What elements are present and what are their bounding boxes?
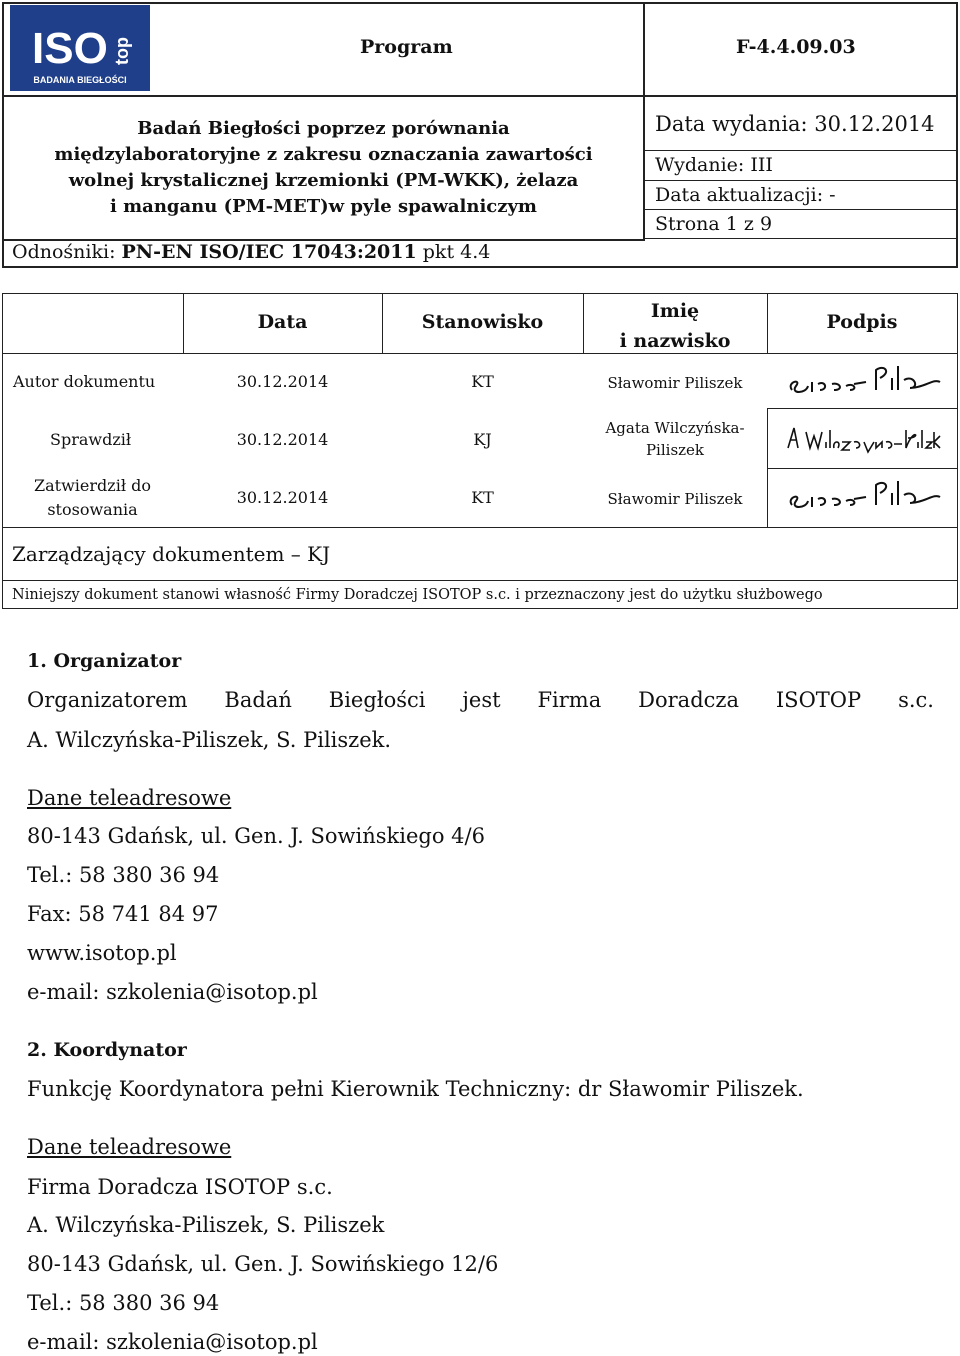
program-title (4, 116, 643, 220)
name-author: Sławomir Piliszek (607, 374, 743, 392)
edition: Wydanie: III (655, 154, 773, 176)
title-line: wolnej krystalicznej krzemionki (PM-WKK), żelaza (68, 170, 579, 191)
role-approved (2, 474, 183, 522)
section-heading: 2. Koordynator (27, 1039, 187, 1061)
issue-date: Data wydania: 30.12.2014 (655, 112, 935, 136)
role-approved-line: stosowania (47, 500, 138, 519)
column-position: Stanowisko (421, 311, 544, 333)
name-approved: Sławomir Piliszek (607, 490, 743, 508)
signature-approved (784, 475, 944, 515)
date-approved: 30.12.2014 (236, 488, 329, 507)
section-heading: 1. Organizator (27, 650, 182, 672)
signature-checked (782, 418, 942, 458)
organizer-owners: A. Wilczyńska-Piliszek, S. Piliszek. (27, 728, 392, 752)
intro-word: Badań (224, 688, 292, 712)
intro-word: jest (462, 688, 501, 712)
program-label: Program (360, 36, 453, 58)
name-checked-line: Agata Wilczyńska- (605, 419, 745, 437)
name-checked-line: Piliszek (645, 441, 705, 459)
signature-author (784, 360, 944, 400)
logo-caption: BADANIA BIEGŁOŚCI (33, 75, 127, 85)
position-author: KT (471, 372, 494, 391)
intro-word: Firma (537, 688, 602, 712)
references-value: PN-EN ISO/IEC 17043:2011 (121, 241, 417, 263)
position-checked: KJ (473, 430, 492, 449)
intro-word: Biegłości (328, 688, 426, 712)
ownership-note: Niniejszy dokument stanowi własność Firmy Doradczej ISOTOP s.c. i przeznaczony jest do użytku służbowego (12, 587, 823, 603)
document-code: F-4.4.09.03 (736, 36, 856, 58)
address: 80-143 Gdańsk, ul. Gen. J. Sowińskiego 4/6 (27, 824, 485, 848)
firm-owners: A. Wilczyńska-Piliszek, S. Piliszek (27, 1213, 385, 1237)
address: 80-143 Gdańsk, ul. Gen. J. Sowińskiego 12/6 (27, 1252, 499, 1276)
isotop-logo (10, 5, 150, 91)
website-link[interactable]: www.isotop.pl (27, 941, 177, 965)
coordinator-text: Funkcję Koordynatora pełni Kierownik Techniczny: dr Sławomir Piliszek. (27, 1077, 804, 1101)
column-name-line: Imię (650, 300, 700, 322)
title-line: i manganu (PM-MET)w pyle spawalniczym (110, 196, 537, 217)
email-link[interactable]: e-mail: szkolenia@isotop.pl (27, 1330, 318, 1354)
column-signature: Podpis (826, 311, 898, 333)
name-checked (583, 417, 767, 461)
intro-word: s.c. (898, 688, 934, 712)
role-author: Autor dokumentu (13, 372, 156, 391)
column-name-line: i nazwisko (619, 330, 731, 352)
firm-name: Firma Doradcza ISOTOP s.c. (27, 1175, 333, 1199)
column-name (583, 296, 767, 356)
title-line: międzylaboratoryjne z zakresu oznaczania zawartości (54, 144, 593, 165)
role-approved-line: Zatwierdził do (34, 476, 151, 495)
position-approved: KT (471, 488, 494, 507)
logo-sub: top (112, 37, 132, 65)
role-checked: Sprawdził (50, 430, 132, 449)
page-number: Strona 1 z 9 (655, 213, 773, 235)
update-date: Data aktualizacji: - (655, 184, 836, 206)
fax: Fax: 58 741 84 97 (27, 902, 219, 926)
email-link[interactable]: e-mail: szkolenia@isotop.pl (27, 980, 318, 1004)
phone: Tel.: 58 380 36 94 (27, 1291, 220, 1315)
references-label: Odnośniki: (12, 241, 122, 263)
contact-heading: Dane teleadresowe (27, 1135, 232, 1159)
logo-text: ISO (32, 24, 108, 73)
title-line: Badań Biegłości poprzez porównania (137, 118, 510, 139)
intro-word: Organizatorem (27, 688, 188, 712)
intro-word: ISOTOP (775, 688, 862, 712)
document-manager: Zarządzający dokumentem – KJ (12, 542, 331, 566)
intro-word: Doradcza (638, 688, 739, 712)
phone: Tel.: 58 380 36 94 (27, 863, 220, 887)
date-checked: 30.12.2014 (236, 430, 329, 449)
references (12, 241, 490, 263)
column-date: Data (257, 311, 308, 333)
organizer-intro (27, 688, 934, 712)
date-author: 30.12.2014 (236, 372, 329, 391)
references-suffix: pkt 4.4 (416, 241, 491, 263)
contact-heading: Dane teleadresowe (27, 786, 232, 810)
